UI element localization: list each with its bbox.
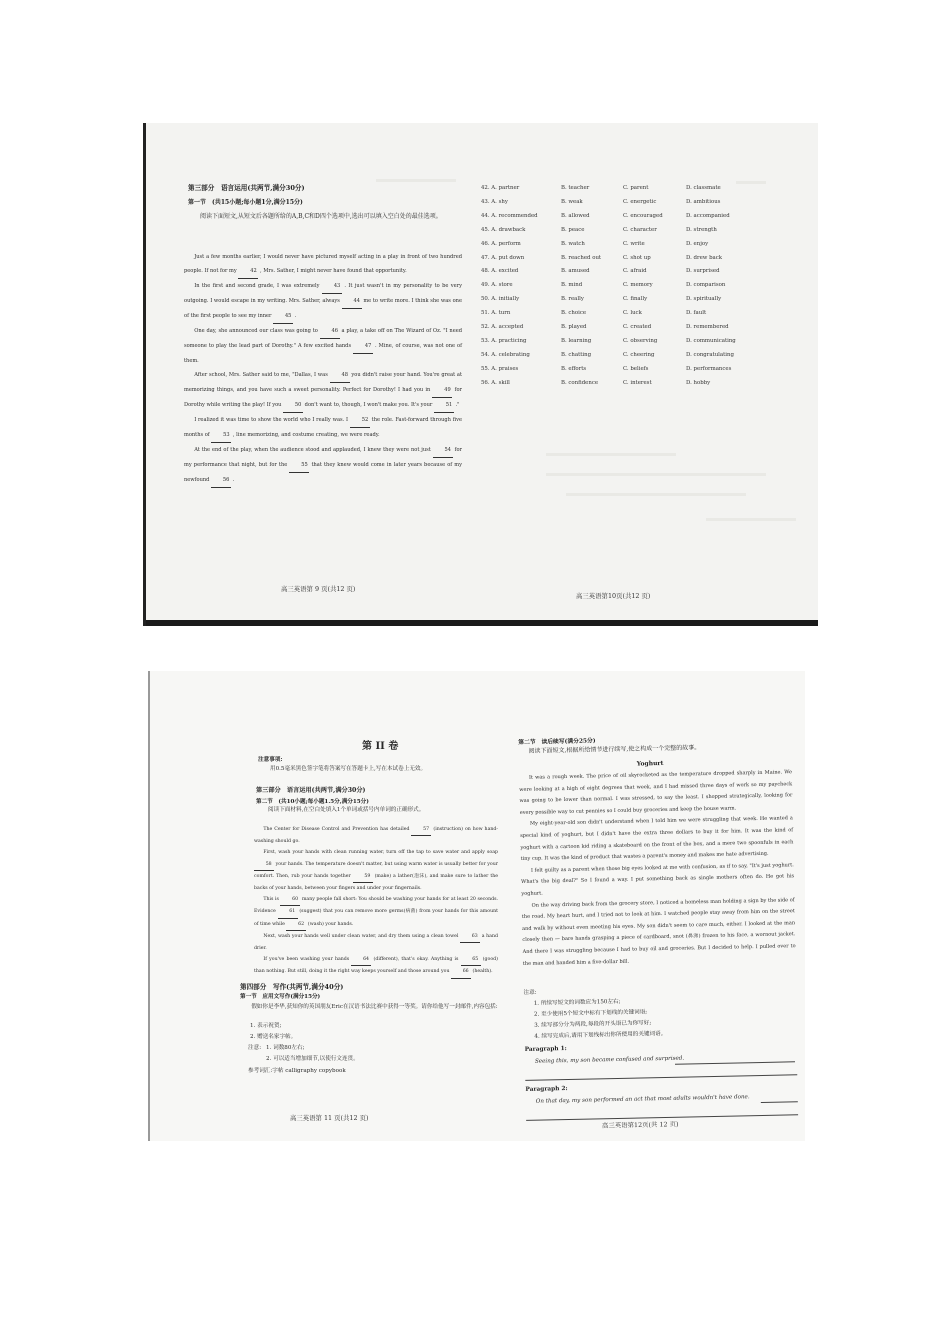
option-row: [481, 227, 781, 239]
blank-number: 65: [461, 954, 481, 966]
option-choice: 52. A. accepted: [481, 324, 524, 330]
option-choice: 53. A. practicing: [481, 337, 527, 344]
option-choice: 54. A. celebrating: [481, 351, 530, 358]
paragraph-1-label: Paragraph 1:: [524, 1046, 567, 1053]
option-choice: B. allowed: [561, 212, 590, 219]
note-item: 1. 所续写短文的词数应为150左右;: [533, 998, 621, 1007]
passage-text: (make) a lather(泡沫), and make sure to lather the backs of your hands, between your fingers and under your fingernails.: [254, 873, 498, 892]
bleed-through-mark: [546, 453, 676, 456]
option-row: [481, 268, 781, 280]
part4-section: 第一节 应用文写作(满分15分): [240, 994, 321, 1000]
option-choice: C. parent: [623, 185, 649, 191]
option-choice: C. created: [623, 324, 652, 330]
part-title: 第三部分 语言运用(共两节,满分30分): [188, 184, 305, 192]
option-choice: D. drew back: [686, 254, 723, 261]
option-choice: B. reached out: [561, 254, 602, 261]
option-choice: C. interest: [623, 379, 652, 386]
cloze-passage: [184, 250, 462, 488]
blank-number: 61: [278, 906, 298, 918]
part-title: 第三部分 语言运用(共两节,满分30分): [256, 787, 366, 794]
option-choice: B. learning: [561, 337, 592, 344]
passage-paragraph: [254, 847, 498, 894]
passage-text: many people fall short: You should be washing your hands for at least 20 seconds. Evidence: [254, 897, 498, 915]
option-choice: C. afraid: [623, 268, 647, 275]
option-choice: C. character: [623, 226, 657, 233]
section-title: 第二节 读后续写(满分25分): [518, 738, 596, 746]
option-choice: C. luck: [623, 310, 642, 317]
passage-text: don't want to, though, I won't make you. It's your: [303, 402, 434, 408]
option-choice: B. peace: [561, 226, 585, 233]
option-choice: 42. A. partner: [481, 185, 520, 191]
passage-paragraph: [254, 894, 498, 931]
option-choice: 50. A. initially: [481, 296, 520, 303]
passage-text: (wash) your hands.: [306, 921, 354, 927]
passage-text: In the first and second grade, I was extremely: [194, 283, 322, 289]
passage-text: that they knew would come in later years because of my newfound: [184, 462, 462, 483]
instructions: 阅读下面短文,从短文后各题所给的A,B,C和D四个选项中,选出可以填入空白处的最佳选项。: [200, 213, 442, 220]
passage-paragraph: [184, 279, 462, 324]
grammar-passage: [254, 824, 498, 979]
section-title: 第二节 (共10小题;每小题1.5分,满分15分): [256, 799, 369, 805]
passage-text: .": [453, 402, 460, 408]
option-choice: C. energetic: [623, 198, 657, 205]
option-row: [481, 324, 781, 336]
blank-number: 43: [322, 279, 342, 294]
blank-number: 56: [211, 473, 231, 488]
option-choice: B. mind: [561, 282, 583, 289]
option-choice: 47. A. put down: [481, 254, 525, 261]
top-spread: [143, 123, 818, 626]
blank-number: 59: [353, 871, 373, 883]
option-choice: 43. A. shy: [481, 198, 508, 205]
option-choice: D. remembered: [686, 324, 729, 330]
blank-number: 57: [411, 824, 431, 836]
passage-paragraph: [184, 324, 462, 368]
option-choice: C. beliefs: [623, 365, 649, 372]
option-choice: B. amused: [561, 268, 590, 275]
option-choice: 46. A. perform: [481, 240, 521, 247]
story-title: Yoghurt: [636, 759, 664, 768]
passage-text: . Mine, of course, was not one of them.: [184, 343, 462, 364]
option-choice: B. efforts: [561, 365, 587, 372]
passage-text: (different), that's okay. Anything is: [371, 957, 461, 963]
story-passage: [519, 767, 796, 970]
option-row: [481, 282, 781, 294]
option-choice: D. classmate: [686, 185, 721, 191]
passage-text: At the end of the play, when the audience stood and applauded, I knew they were not just: [194, 447, 433, 453]
story-paragraph: On the way driving back from the grocery store, I noticed a homeless man holding a sign by the side of the road. My heart hurt, and I tried not to look at him. I watched people stay away from him on the street and walk by without even meeting his eyes. My son didn't seem to care much, either. I looked at the man closely then — bare hands grasping a piece of cardboard, snot (鼻涕) frozen to his face, a wornout jacket. And there I was struggling because I had to buy oil and groceries. But I decided to help. I pulled over to the man and handed him a five-dollar bill.: [521, 896, 796, 967]
part4-note: 2. 可以适当增加细节,以使行文连贯。: [266, 1056, 359, 1062]
notes-title: 注意事项:: [258, 757, 283, 763]
passage-text: the role. Fast-forward through five months of: [184, 417, 463, 438]
option-choice: C. write: [623, 240, 645, 247]
option-choice: 45. A. drawback: [481, 226, 526, 233]
option-choice: D. congratulating: [686, 351, 734, 358]
part4-note-label: 注意:: [248, 1045, 262, 1051]
instructions: 阅读下面材料,在空白处填入1个单词或括号内单词的正确形式。: [268, 807, 425, 813]
blank-number: 55: [289, 458, 309, 473]
options-list: [481, 185, 781, 395]
option-row: [481, 255, 781, 267]
story-paragraph: It was a rough week. The price of oil skyrocketed as the temperature dropped sharply in Maine. We were looking at a high of eight degrees that week, and I had missed three days of work so my paycheck was going to be lower than normal. I was stressed, to say the least. I shopped strategically, looking for every possible way to cut pennies so I could buy groceries and keep the house warm.: [519, 769, 793, 816]
option-row: [481, 199, 781, 211]
option-choice: C. encouraged: [623, 212, 663, 219]
section-title: 第一节 (共15小题;每小题1分,满分15分): [188, 199, 303, 206]
part4-task: 假如你是李华,获知你的英国朋友Eric在汉语书法比赛中获得一等奖。请你给他写一封邮件,内容包括:: [251, 1004, 498, 1010]
option-choice: D. strength: [686, 226, 717, 233]
passage-text: a play, a take off on The Wizard of Oz. "I need someone to play the lead part of Dorothy." A few excited hands: [184, 328, 462, 349]
passage-text: me to write more. I think she was one of the first people to see my inner: [184, 298, 462, 319]
passage-paragraph: [184, 443, 462, 488]
option-choice: B. teacher: [561, 185, 590, 191]
paragraph-2-opening: On that day, my son performed an act that most adults wouldn't have done.: [535, 1094, 750, 1105]
passage-paragraph: [184, 413, 462, 443]
option-choice: D. accompanied: [686, 212, 730, 219]
blank-number: 62: [286, 919, 306, 931]
passage-text: If you've been washing your hands: [263, 957, 352, 963]
writing-line: [761, 1101, 798, 1103]
option-choice: C. observing: [623, 337, 658, 344]
option-row: [481, 352, 781, 364]
blank-number: 64: [351, 954, 371, 966]
note-item: 2. 至少使用5个短文中标有下划线的关键词语;: [533, 1009, 648, 1018]
passage-paragraph: [184, 250, 462, 279]
page-12: [518, 725, 801, 1131]
option-choice: D. hobby: [686, 379, 711, 386]
passage-text: for my performance that night, but for the: [184, 447, 462, 468]
option-choice: B. chatting: [561, 351, 592, 358]
blank-number: 48: [330, 368, 350, 383]
page-edge-shadow: [146, 620, 818, 626]
bleed-through-mark: [376, 179, 456, 182]
blank-number: 46: [320, 324, 340, 339]
option-choice: B. choice: [561, 310, 587, 317]
passage-text: (good) than nothing. But still, doing it the right way keeps yourself and those around you: [254, 957, 498, 975]
notes-text: 用0.5毫米黑色签字笔将答案写在答题卡上,写在本试卷上无效。: [270, 766, 427, 772]
paragraph-1-opening: Seeing this, my son became confused and surprised.: [534, 1055, 685, 1065]
option-choice: B. played: [561, 324, 587, 330]
passage-text: your hands. The temperature doesn't matter, but using warm water is usually better for your comfort. Then, rub your hands together: [254, 861, 498, 879]
blank-number: 58: [254, 859, 274, 871]
option-choice: B. confidence: [561, 379, 599, 386]
page-footer: 高三英语第12页(共 12 页): [601, 1120, 679, 1130]
passage-text: One day, she announced our class was going to: [194, 328, 320, 334]
option-choice: D. communicating: [686, 337, 736, 344]
part4-title: 第四部分 写作(共两节,满分40分): [240, 983, 344, 991]
page-footer: 高三英语第 11 页(共12 页): [290, 1114, 369, 1122]
note-item: 4. 续写完成后,请用下划线标出你所使用的关键词语。: [534, 1030, 667, 1040]
bleed-through-mark: [566, 493, 746, 496]
passage-text: . It just wasn't in my personality to be very outgoing. I would escape in my writing. Mrs. Sather, always: [184, 283, 462, 304]
bleed-through-mark: [736, 181, 766, 184]
passage-paragraph: [254, 931, 498, 954]
passage-text: After school, Mrs. Sather said to me, "Dallas, I was: [194, 372, 330, 378]
option-choice: C. shot up: [623, 254, 651, 261]
bottom-spread: [150, 671, 805, 1141]
passage-text: The Center for Disease Control and Prevention has detailed: [263, 827, 412, 832]
option-choice: D. performances: [686, 365, 732, 372]
option-choice: D. fault: [686, 310, 707, 317]
part4-point: 2. 赠送名家字帖。: [250, 1034, 297, 1040]
bleed-through-mark: [546, 473, 766, 476]
paragraph-2-label: Paragraph 2:: [525, 1086, 568, 1093]
option-row: [481, 310, 781, 322]
story-paragraph: My eight-year-old son didn't understand when I told him we were struggling that week. He wanted a special kind of yoghurt, but I didn't have the extra three dollars to buy it for him. It was the kind of yoghurt with a cartoon kid riding a skateboard on the front of the box, and a mere two spoonfuls in each tiny cup. It was the kind of product that wastes a parent's money and makes me hate advertising.: [520, 815, 794, 863]
blank-number: 52: [350, 413, 370, 428]
blank-number: 42: [238, 264, 258, 279]
instructions: 阅读下面短文,根据所给情节进行续写,使之构成一个完整的故事。: [528, 744, 701, 755]
option-row: [481, 296, 781, 308]
passage-text: (suggest) that you can remove more germs(病菌) from your hands for this amount of time while: [254, 909, 498, 927]
note-item: 3. 续写部分分为两段,每段的开头语已为你写好;: [534, 1020, 652, 1029]
bleed-through-mark: [706, 518, 796, 521]
blank-number: 54: [433, 443, 453, 458]
option-row: [481, 213, 781, 225]
option-choice: C. cheering: [623, 351, 655, 358]
blank-number: 45: [273, 309, 293, 324]
blank-number: 44: [342, 294, 362, 309]
volume-title: 第 II 卷: [362, 741, 399, 752]
option-row: [481, 241, 781, 253]
story-paragraph: I felt guilty as a parent when those big eyes looked at me with confusion, as if to say, "It's just yoghurt. What's the big deal?" So I found a way. I put something back as single mothers often do. He got his yoghurt.: [521, 862, 795, 897]
notes-label: 注意:: [523, 989, 537, 996]
option-choice: C. memory: [623, 282, 653, 289]
writing-line: [525, 1074, 797, 1081]
blank-number: 53: [211, 428, 231, 443]
option-row: [481, 366, 781, 378]
part4-note: 1. 词数80左右;: [266, 1045, 305, 1051]
passage-text: Just a few months earlier, I would never have pictured myself acting in a play in front of two hundred people. If not for my: [184, 254, 462, 274]
option-choice: D. enjoy: [686, 240, 709, 247]
option-choice: D. spiritually: [686, 296, 722, 303]
blank-number: 51: [434, 398, 454, 413]
passage-text: .: [293, 313, 297, 319]
option-choice: 44. A. recommended: [481, 212, 538, 219]
option-row: [481, 185, 781, 197]
writing-line: [675, 1061, 795, 1065]
passage-text: First, wash your hands with clean running water, turn off the tap to save water and apply soap: [263, 850, 498, 856]
passage-text: .: [231, 477, 235, 483]
passage-text: for Dorothy while writing the play! If you: [184, 387, 462, 408]
passage-text: Next, wash your hands well under clean water, and dry them using a clean towel: [263, 933, 461, 939]
passage-text: I realized it was time to show the world who I really was. I: [194, 417, 350, 423]
blank-number: 63: [460, 931, 480, 943]
part4-point: 1. 表示祝贺;: [250, 1023, 282, 1029]
passage-paragraph: [254, 824, 498, 847]
passage-text: , line memorizing, and costume creating, we were ready.: [231, 432, 380, 438]
passage-paragraph: [254, 954, 498, 978]
passage-text: a hand drier.: [254, 933, 498, 952]
option-choice: 56. A. skill: [481, 379, 510, 386]
page-footer: 高三英语第 9 页(共12 页): [281, 585, 356, 593]
option-choice: B. really: [561, 296, 584, 303]
option-choice: 49. A. store: [481, 282, 513, 289]
passage-text: (instruction) on how hand-washing should go.: [254, 827, 498, 845]
passage-paragraph: [184, 368, 462, 413]
option-choice: D. surprised: [686, 268, 720, 275]
page-footer: 高三英语第10页(共12 页): [576, 592, 651, 600]
option-row: [481, 338, 781, 350]
option-choice: 55. A. praises: [481, 365, 519, 372]
passage-text: you didn't raise your hand. You're great at memorizing things, and you have such a sweet personality. Perfect for Dorothy! I had you in: [184, 372, 462, 393]
option-choice: C. finally: [623, 296, 648, 303]
blank-number: 60: [280, 894, 300, 906]
passage-text: This is: [263, 897, 281, 903]
passage-text: , Mrs. Sather, I might never have found that opportunity.: [258, 268, 407, 274]
option-row: [481, 380, 781, 392]
blank-number: 50: [283, 398, 303, 413]
option-choice: D. ambitious: [686, 198, 721, 205]
blank-number: 49: [432, 383, 452, 398]
blank-number: 66: [451, 966, 471, 978]
option-choice: 48. A. excited: [481, 268, 519, 275]
option-choice: D. comparison: [686, 282, 726, 289]
option-choice: B. weak: [561, 198, 583, 205]
blank-number: 47: [353, 339, 373, 354]
option-choice: B. watch: [561, 240, 585, 247]
part4-reference: 参考词汇:字帖 calligraphy copybook: [248, 1068, 346, 1074]
passage-text: (health).: [471, 969, 493, 975]
option-choice: 51. A. turn: [481, 310, 511, 317]
